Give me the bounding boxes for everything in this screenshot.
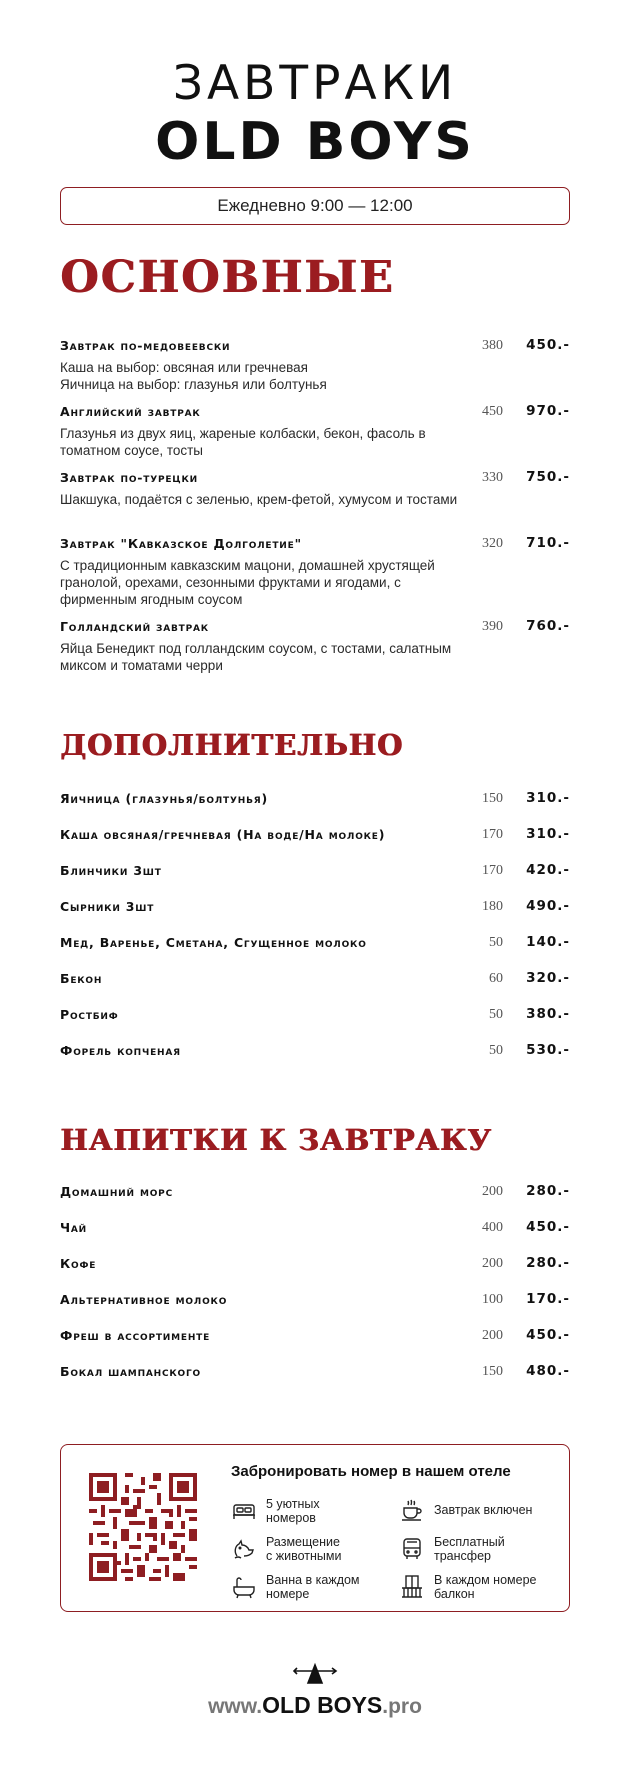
item-description: Глазунья из двух яиц, жареные колбаски, бекон, фасоль в томатном соусе, тосты	[60, 426, 426, 458]
item-name: Бокал шампанского	[60, 1364, 201, 1379]
item-price: 450.-	[526, 337, 570, 353]
item-price: 490.-	[526, 898, 570, 914]
item-price: 310.-	[526, 826, 570, 842]
menu-item	[60, 862, 570, 880]
menu-item	[60, 1255, 570, 1273]
item-price: 280.-	[526, 1255, 570, 1271]
menu-item	[60, 970, 570, 988]
item-name: Завтрак "Кавказское Долголетие"	[60, 536, 302, 551]
item-weight: 150	[482, 1364, 503, 1379]
item-price: 170.-	[526, 1291, 570, 1307]
item-price: 710.-	[526, 535, 570, 551]
item-name: Альтернативное молоко	[60, 1292, 228, 1307]
item-price: 450.-	[526, 1219, 570, 1235]
menu-item	[60, 1291, 570, 1309]
item-price: 140.-	[526, 934, 570, 950]
item-description: Каша на выбор: овсяная или гречневая Яичница на выбор: глазунья или болтунья	[60, 360, 327, 392]
item-name: Завтрак по-медовеевски	[60, 338, 231, 353]
menu-item	[60, 403, 570, 459]
item-weight: 390	[482, 619, 503, 634]
menu-item	[60, 1219, 570, 1237]
item-name: Мед, Варенье, Сметана, Сгущенное молоко	[60, 935, 367, 950]
item-price: 320.-	[526, 970, 570, 986]
item-weight: 170	[482, 863, 503, 878]
hotel-booking-promo	[60, 1444, 570, 1612]
item-name: Завтрак по-турецки	[60, 470, 198, 485]
menu-item	[60, 1042, 570, 1060]
item-price: 310.-	[526, 790, 570, 806]
item-weight: 320	[482, 536, 503, 551]
item-name: Блинчики 3шт	[60, 863, 162, 878]
bathtub-icon	[231, 1574, 257, 1600]
item-name: Домашний морс	[60, 1184, 173, 1199]
item-weight: 400	[482, 1220, 503, 1235]
menu-item	[60, 1327, 570, 1345]
feature-text: Ванна в каждом номере	[266, 1573, 360, 1601]
feature-text: Бесплатный трансфер	[434, 1535, 505, 1563]
website-prefix: www.	[208, 1695, 263, 1718]
website-link[interactable]	[0, 1692, 630, 1719]
item-name: Яичница (глазунья/болтунья)	[60, 791, 268, 806]
item-weight: 100	[482, 1292, 503, 1307]
pet-icon	[231, 1536, 257, 1562]
section-title-main: ОСНОВНЫЕ	[60, 252, 395, 303]
item-weight: 150	[482, 791, 503, 806]
item-description: Шакшука, подаётся с зеленью, крем-фетой, хумусом и тостами	[60, 492, 458, 507]
item-name: Английский завтрак	[60, 404, 201, 419]
menu-item	[60, 618, 570, 674]
item-price: 970.-	[526, 403, 570, 419]
item-weight: 50	[489, 935, 503, 950]
menu-item	[60, 934, 570, 952]
bus-icon	[399, 1536, 425, 1562]
item-price: 280.-	[526, 1183, 570, 1199]
item-weight: 200	[482, 1256, 503, 1271]
item-price: 530.-	[526, 1042, 570, 1058]
item-name: Кофе	[60, 1256, 97, 1271]
section-title-drinks: НАПИТКИ К ЗАВТРАКУ	[60, 1123, 492, 1157]
menu-item	[60, 790, 570, 808]
website-suffix: .pro	[382, 1695, 422, 1718]
item-description: С традиционным кавказским мацони, домашней хрустящей гранолой, орехами, сезонными фруктами и ягодами, с фирменным ягодным соусом	[60, 558, 435, 607]
item-price: 750.-	[526, 469, 570, 485]
item-name: Чай	[60, 1220, 87, 1235]
opening-hours-badge: Ежедневно 9:00 — 12:00	[60, 187, 570, 225]
item-price: 450.-	[526, 1327, 570, 1343]
menu-item	[60, 1183, 570, 1201]
item-name: Каша овсяная/гречневая (На воде/На молоке)	[60, 827, 386, 842]
item-price: 480.-	[526, 1363, 570, 1379]
item-weight: 50	[489, 1043, 503, 1058]
item-weight: 200	[482, 1328, 503, 1343]
page-title-line2: OLD BOYS	[155, 112, 475, 172]
feature-text: Размещение с животными	[266, 1535, 342, 1563]
qr-code-icon[interactable]	[89, 1473, 197, 1581]
item-weight: 330	[482, 470, 503, 485]
website-brand: OLD BOYS	[262, 1692, 383, 1718]
item-price: 380.-	[526, 1006, 570, 1022]
item-weight: 180	[482, 899, 503, 914]
feature-text: В каждом номере балкон	[434, 1573, 537, 1601]
item-name: Ростбиф	[60, 1007, 119, 1022]
tent-arrow-logo-icon	[292, 1662, 338, 1684]
item-name: Фреш в ассортименте	[60, 1328, 211, 1343]
coffee-cup-icon	[399, 1497, 425, 1523]
feature-rooms	[231, 1497, 401, 1525]
menu-item	[60, 1363, 570, 1381]
menu-item	[60, 1006, 570, 1024]
feature-pets	[231, 1535, 401, 1563]
item-weight: 200	[482, 1184, 503, 1199]
feature-balcony	[399, 1573, 569, 1601]
item-name: Бекон	[60, 971, 103, 986]
item-weight: 450	[482, 404, 503, 419]
item-weight: 170	[482, 827, 503, 842]
feature-text: 5 уютных номеров	[266, 1497, 320, 1525]
menu-item	[60, 826, 570, 844]
item-name: Голландский завтрак	[60, 619, 209, 634]
menu-item	[60, 337, 570, 393]
promo-title: Забронировать номер в нашем отеле	[231, 1463, 511, 1480]
bed-icon	[231, 1498, 257, 1524]
item-price: 760.-	[526, 618, 570, 634]
feature-transfer	[399, 1535, 569, 1563]
item-name: Форель копченая	[60, 1043, 181, 1058]
item-weight: 50	[489, 1007, 503, 1022]
item-weight: 60	[489, 971, 503, 986]
item-name: Сырники 3шт	[60, 899, 155, 914]
feature-text: Завтрак включен	[434, 1503, 533, 1517]
menu-item	[60, 469, 570, 508]
menu-item	[60, 898, 570, 916]
section-title-extra: ДОПОЛНИТЕЛЬНО	[60, 728, 404, 762]
feature-bath	[231, 1573, 401, 1601]
feature-breakfast	[399, 1497, 569, 1523]
balcony-icon	[399, 1574, 425, 1600]
page-title-line1: ЗАВТРАКИ	[172, 56, 458, 111]
menu-item	[60, 535, 570, 608]
item-price: 420.-	[526, 862, 570, 878]
item-description: Яйца Бенедикт под голландским соусом, с тостами, салатным миксом и томатами черри	[60, 641, 452, 673]
item-weight: 380	[482, 338, 503, 353]
